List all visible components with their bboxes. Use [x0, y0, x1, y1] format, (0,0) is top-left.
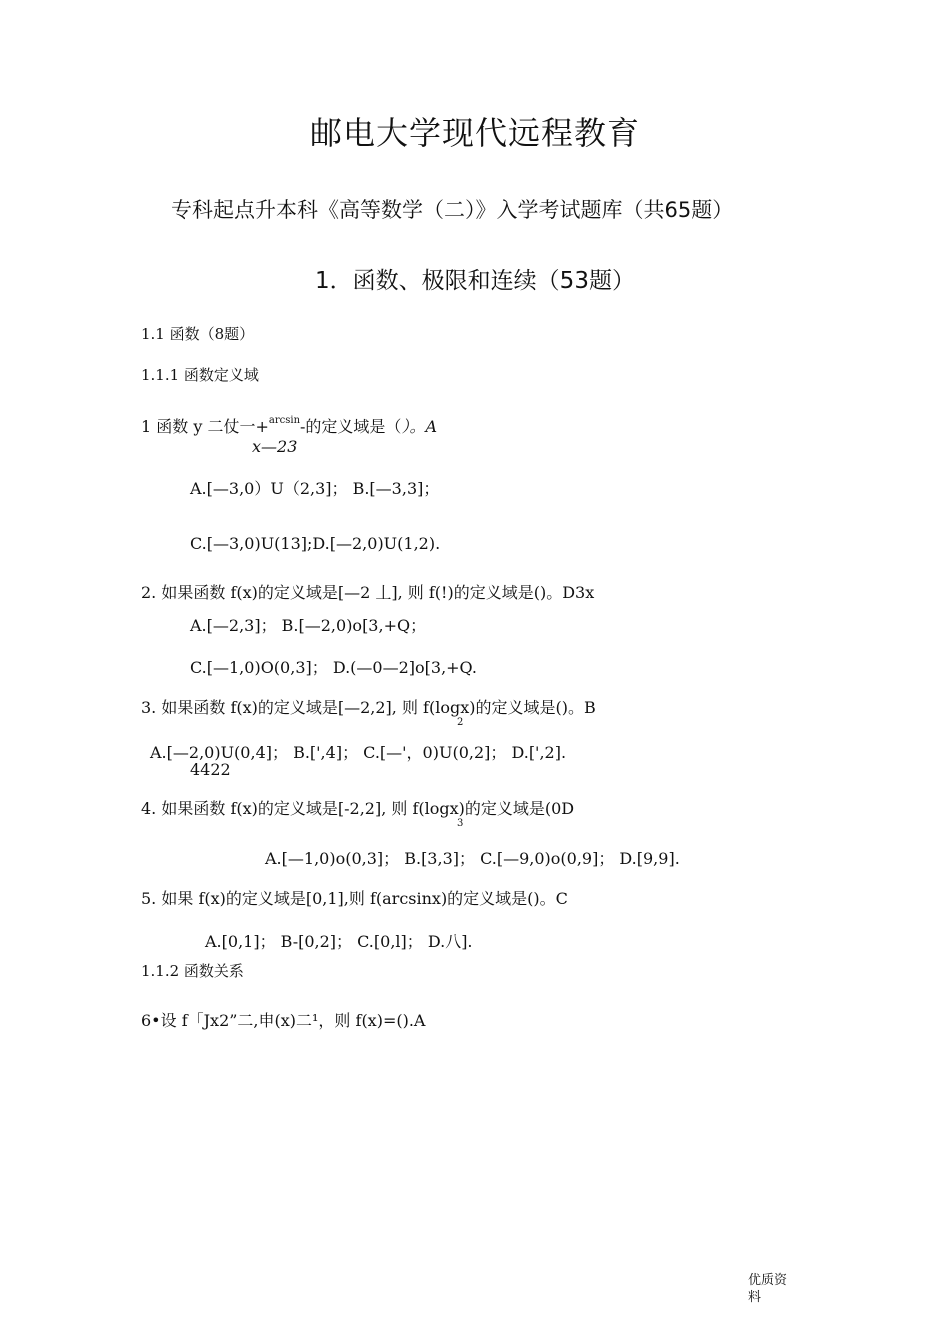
question-5-options: A.[0,1]； B-[0,2]； C.[0,l]； D.八]. [205, 932, 473, 951]
question-2-options-cd: C.[—1,0)O(0,3]； D.(—0—2]o[3,+Q. [190, 658, 477, 677]
question-3: 3. 如果函数 f(x)的定义域是[—2,2], 则 f(logx)的定义域是()。B [141, 698, 596, 717]
question-6: 6•设 f「Jx2”二,申(x)二¹，则 f(x)=().A [141, 1011, 426, 1030]
question-4-options: A.[—1,0)o(0,3]； B.[3,3]； C.[—9,0)o(0,9]； D.[9,9]. [265, 849, 680, 868]
section-heading-1-1-2: 1.1.2 函数关系 [141, 962, 244, 980]
question-1-options-cd: C.[—3,0)U(13];D.[—2,0)U(1,2). [190, 534, 441, 553]
footer-watermark: 优质资料 [748, 1273, 788, 1305]
question-5: 5. 如果 f(x)的定义域是[0,1],则 f(arcsinx)的定义域是()。C [141, 889, 568, 908]
question-1-answer: ）。A [401, 417, 437, 436]
question-2-options-ab: A.[—2,3]； B.[—2,0)o[3,+Q； [190, 616, 427, 635]
question-1-tail: -的定义域是（ [300, 417, 402, 436]
question-3-fraction-numbers: 4422 [190, 760, 231, 779]
question-1-denominator: x—23 [252, 437, 298, 456]
question-3-subscript: 2 [457, 717, 464, 728]
document-title: 邮电大学现代远程教育 [309, 114, 640, 152]
chapter-heading: 1．函数、极限和连续（53题） [315, 268, 635, 294]
question-2: 2. 如果函数 f(x)的定义域是[—2 丄], 则 f(!)的定义域是()。D3x [141, 583, 595, 602]
question-1-text: 1 函数 y 二仗一+ [141, 417, 269, 436]
question-1-options-ab: A.[—3,0）U（2,3]； B.[—3,3]； [190, 479, 440, 498]
section-heading-1-1: 1.1 函数（8题） [141, 325, 255, 343]
section-heading-1-1-1: 1.1.1 函数定义域 [141, 366, 259, 384]
question-1-superscript: arcsin [268, 415, 301, 426]
question-1 [141, 417, 437, 436]
question-4: 4. 如果函数 f(x)的定义域是[-2,2], 则 f(logx)的定义域是(0D [141, 799, 575, 818]
document-subtitle: 专科起点升本科《高等数学（二）》入学考试题库（共65题） [171, 198, 734, 222]
question-4-subscript: 3 [457, 818, 464, 829]
question-3-options: A.[—2,0)U(0,4]； B.[',4]； C.[—'，0)U(0,2]； D.[',2]. [150, 743, 567, 762]
